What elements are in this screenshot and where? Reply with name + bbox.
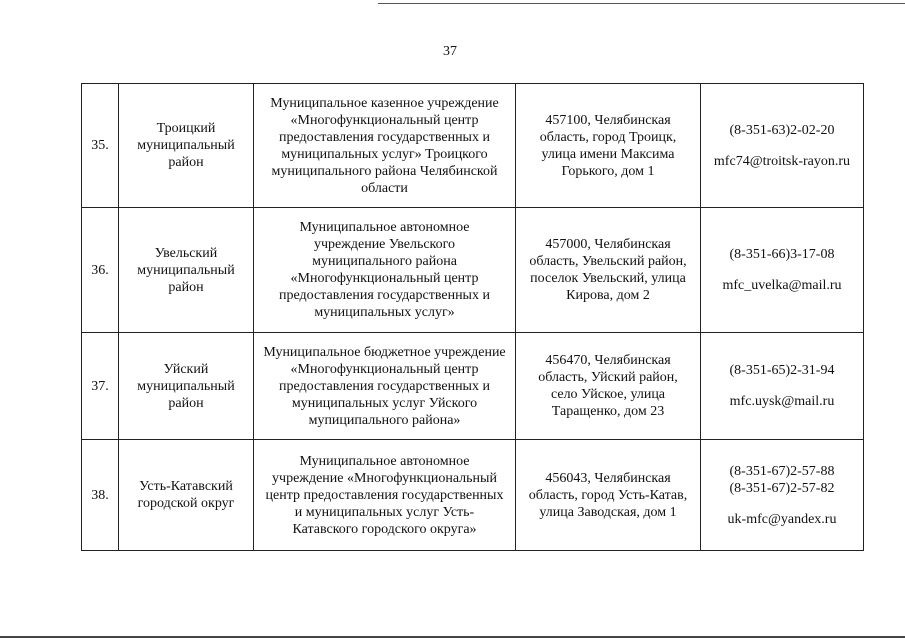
institution-line: предоставления государственных и bbox=[279, 378, 490, 394]
institution-line: «Многофункциональный центр bbox=[290, 112, 479, 128]
institution-line: Муниципальное бюджетное учреждение bbox=[263, 344, 506, 360]
institution-cell bbox=[254, 333, 516, 440]
row-number: 35. bbox=[82, 84, 119, 208]
institution-cell bbox=[254, 208, 516, 333]
contact-cell bbox=[701, 208, 864, 333]
institution-line: Муниципальное казенное учреждение bbox=[270, 95, 499, 111]
institution-line: предоставления государственных и bbox=[279, 288, 490, 303]
institution-line: Катавского городского округа» bbox=[292, 521, 477, 537]
institution-line: муниципального района Челябинской bbox=[271, 163, 498, 179]
spacer bbox=[704, 379, 860, 393]
address-line: улица Заводская, дом 1 bbox=[539, 504, 677, 520]
table-row bbox=[82, 208, 864, 333]
institution-line: предоставления государственных и bbox=[279, 129, 490, 145]
institution-line: «Многофункциональный центр bbox=[290, 271, 479, 286]
district-line: Усть-Катавский bbox=[139, 479, 233, 494]
bottom-rule bbox=[0, 636, 905, 638]
institution-line: муниципальных услуг» bbox=[314, 305, 455, 320]
address-line: область, город Усть-Катав, bbox=[528, 487, 688, 503]
table-row bbox=[82, 440, 864, 551]
address-cell bbox=[516, 84, 701, 208]
email: mfc_uvelka@mail.ru bbox=[722, 278, 842, 293]
district-line: муниципальный bbox=[137, 378, 235, 394]
spacer bbox=[704, 497, 860, 511]
institution-line: и муниципальных услуг Усть- bbox=[294, 504, 475, 520]
page-number: 37 bbox=[443, 44, 457, 59]
institution-line: области bbox=[361, 180, 408, 196]
address-line: 456043, Челябинская bbox=[545, 470, 671, 486]
institution-line: Муниципальное автономное bbox=[299, 453, 470, 469]
contact-cell bbox=[701, 84, 864, 208]
district-line: Троицкий bbox=[156, 121, 216, 136]
institution-line: мупиципального района» bbox=[308, 412, 461, 428]
table-row bbox=[82, 84, 864, 208]
address-line: область, Увельский район, bbox=[529, 254, 687, 269]
address-line: область, город Троицк, bbox=[539, 129, 677, 145]
mfc-table bbox=[81, 83, 864, 551]
address-cell bbox=[516, 440, 701, 551]
address-line: Таращенко, дом 23 bbox=[551, 404, 665, 419]
institution-cell bbox=[254, 84, 516, 208]
institution-line: центр предоставления государственных bbox=[265, 487, 504, 503]
district-line: муниципальный bbox=[137, 138, 235, 153]
district-line: Увельский bbox=[154, 245, 218, 261]
institution-line: Муниципальное автономное bbox=[299, 220, 470, 235]
address-line: Кирова, дом 2 bbox=[566, 288, 650, 303]
phone: (8-351-67)2-57-82 bbox=[729, 480, 835, 496]
address-line: область, Уйский район, bbox=[538, 370, 678, 385]
phone: (8-351-63)2-02-20 bbox=[729, 122, 835, 138]
district-line: городской округ bbox=[137, 496, 235, 511]
district-line: район bbox=[168, 155, 204, 170]
spacer bbox=[704, 139, 860, 153]
row-number: 36. bbox=[82, 208, 119, 333]
row-number: 38. bbox=[82, 440, 119, 551]
district-line: район bbox=[168, 279, 204, 295]
district-cell bbox=[119, 440, 254, 551]
district-cell bbox=[119, 333, 254, 440]
district-cell bbox=[119, 208, 254, 333]
contact-cell bbox=[701, 440, 864, 551]
district-cell bbox=[119, 84, 254, 208]
address-line: 456470, Челябинская bbox=[545, 353, 671, 368]
email: uk-mfc@yandex.ru bbox=[727, 511, 837, 527]
phone: (8-351-65)2-31-94 bbox=[729, 363, 835, 378]
phone: (8-351-66)3-17-08 bbox=[729, 247, 835, 262]
top-rule bbox=[378, 3, 905, 4]
district-line: район bbox=[168, 395, 204, 411]
row-number: 37. bbox=[82, 333, 119, 440]
address-line: Горького, дом 1 bbox=[561, 163, 655, 179]
address-line: 457100, Челябинская bbox=[545, 112, 671, 128]
contact-cell bbox=[701, 333, 864, 440]
spacer bbox=[704, 263, 860, 277]
table-row bbox=[82, 333, 864, 440]
address-line: улица имени Максима bbox=[541, 146, 675, 162]
email: mfc74@troitsk-rayon.ru bbox=[713, 153, 851, 169]
institution-line: «Многофункциональный центр bbox=[290, 361, 479, 377]
address-line: село Уйское, улица bbox=[550, 387, 666, 402]
district-line: Уйский bbox=[163, 361, 209, 377]
institution-line: учреждение «Многофункциональный bbox=[272, 470, 497, 486]
address-cell bbox=[516, 333, 701, 440]
phone: (8-351-67)2-57-88 bbox=[729, 463, 835, 479]
district-line: муниципальный bbox=[137, 262, 235, 278]
address-line: поселок Увельский, улица bbox=[530, 271, 686, 286]
email: mfc.uysk@mail.ru bbox=[729, 394, 835, 409]
institution-line: муниципальных услуг» Троицкого bbox=[281, 146, 488, 162]
institution-line: муниципального района bbox=[312, 254, 457, 269]
address-cell bbox=[516, 208, 701, 333]
institution-cell bbox=[254, 440, 516, 551]
institution-line: учреждение Увельского bbox=[313, 237, 456, 252]
institution-line: муниципальных услуг Уйского bbox=[291, 395, 478, 411]
address-line: 457000, Челябинская bbox=[545, 237, 671, 252]
